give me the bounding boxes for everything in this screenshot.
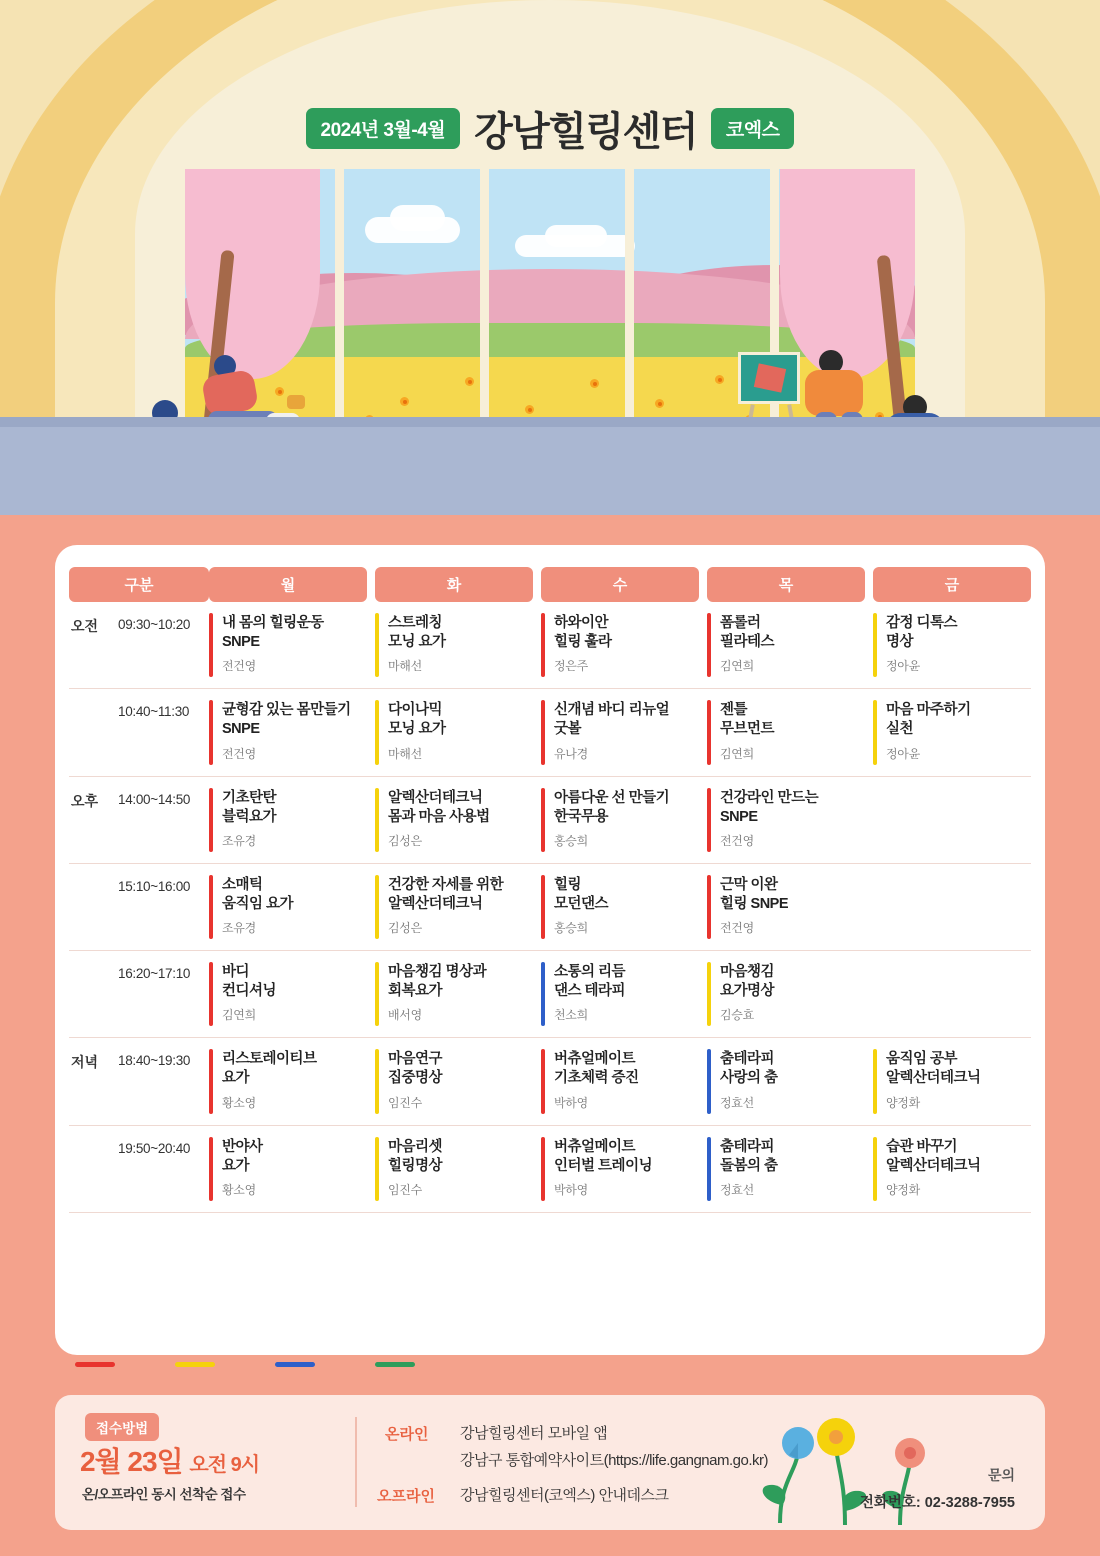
- time-slot: 10:40~11:30: [117, 689, 209, 776]
- cell-spacer: [533, 602, 541, 689]
- registration-date: [80, 1440, 259, 1480]
- cell-spacer: [699, 1125, 707, 1212]
- schedule-header-row: [69, 567, 1031, 602]
- period-label: [69, 1125, 117, 1212]
- class-name: 소매틱 움직임 요가: [222, 876, 294, 912]
- class-instructor: 양정화: [886, 1182, 920, 1197]
- cell-spacer: [367, 951, 375, 1038]
- empty-cell: [873, 863, 1031, 950]
- incense-icon: [287, 395, 305, 409]
- class-name: 건강라인 만드는 SNPE: [720, 789, 819, 825]
- flower-icon: [275, 387, 284, 396]
- class-name: 마음챙김 요가명상: [720, 964, 775, 1000]
- class-instructor: 정아윤: [886, 746, 920, 761]
- class-cell[interactable]: [541, 951, 699, 1038]
- class-cell[interactable]: [707, 689, 865, 776]
- time-slot: 14:00~14:50: [117, 776, 209, 863]
- class-cell[interactable]: [209, 1125, 367, 1212]
- class-cell[interactable]: [873, 1125, 1031, 1212]
- class-cell[interactable]: [209, 689, 367, 776]
- class-cell[interactable]: [541, 689, 699, 776]
- window-mullion: [625, 169, 634, 435]
- time-slot: 15:10~16:00: [117, 863, 209, 950]
- column-header-fri: 금: [873, 567, 1031, 602]
- flower-icon: [655, 399, 664, 408]
- period-label: [69, 863, 117, 950]
- cell-spacer: [865, 602, 873, 689]
- title-row: [0, 100, 1100, 157]
- schedule-row: [69, 1125, 1031, 1212]
- class-cell[interactable]: [375, 1038, 533, 1125]
- class-name: 감정 디톡스 명상: [886, 615, 958, 651]
- class-instructor: 전건영: [222, 746, 256, 761]
- class-name: 기초탄탄 블럭요가: [222, 789, 277, 825]
- phone-number: 전화번호: 02-3288-7955: [859, 1495, 1015, 1511]
- class-name: 다이나믹 모닝 요가: [388, 702, 446, 738]
- column-header-gubun: 구분: [69, 567, 209, 602]
- class-name: 소통의 리듬 댄스 테라피: [554, 964, 626, 1000]
- inquiry-label: 문의: [987, 1467, 1015, 1483]
- registration-date-text: 2월 23일: [80, 1446, 183, 1477]
- class-instructor: 마해선: [388, 659, 422, 674]
- flower-icon: [590, 379, 599, 388]
- period-label: [69, 951, 117, 1038]
- header-spacer: [367, 567, 375, 602]
- class-instructor: 마해선: [388, 746, 422, 761]
- cell-spacer: [533, 689, 541, 776]
- class-name: 춤테라피 돌봄의 춤: [720, 1138, 778, 1174]
- cell-spacer: [699, 951, 707, 1038]
- cell-spacer: [699, 1038, 707, 1125]
- class-instructor: 유나경: [554, 746, 588, 761]
- class-instructor: 조유경: [222, 921, 256, 935]
- class-cell[interactable]: [707, 602, 865, 689]
- offline-desk-text: 강남힐링센터(코엑스) 안내데스크: [460, 1487, 669, 1504]
- class-name: 마음연구 집중명상: [388, 1051, 443, 1087]
- class-name: 버츄얼메이트 기초체력 증진: [554, 1051, 639, 1087]
- offline-label: 오프라인: [377, 1488, 435, 1505]
- class-instructor: 홍승희: [554, 833, 588, 848]
- class-instructor: 김승효: [720, 1008, 754, 1023]
- schedule-body: [69, 602, 1031, 1212]
- location-badge: 코엑스: [711, 108, 795, 149]
- schedule-row: [69, 776, 1031, 863]
- class-instructor: 김연희: [720, 659, 754, 674]
- online-site-text[interactable]: 강남구 통합예약사이트(https://life.gangnam.go.kr): [460, 1452, 768, 1469]
- class-name: 젠틀 무브먼트: [720, 702, 775, 738]
- cell-spacer: [865, 1038, 873, 1125]
- class-instructor: 김성은: [388, 833, 422, 848]
- class-cell[interactable]: [541, 776, 699, 863]
- schedule-row: [69, 602, 1031, 689]
- cell-spacer: [533, 1125, 541, 1212]
- cell-spacer: [699, 863, 707, 950]
- cell-spacer: [367, 689, 375, 776]
- class-instructor: 천소희: [554, 1008, 588, 1023]
- period-label: 오전: [69, 602, 117, 689]
- class-instructor: 박하영: [554, 1182, 588, 1197]
- floor-shadow: [0, 417, 1100, 427]
- easel-canvas: [738, 352, 800, 404]
- cloud-icon: [545, 225, 607, 247]
- class-cell[interactable]: [375, 776, 533, 863]
- time-slot: 09:30~10:20: [117, 602, 209, 689]
- class-cell[interactable]: [209, 776, 367, 863]
- class-name: 반야사 요가: [222, 1138, 263, 1174]
- class-instructor: 정효선: [720, 1182, 754, 1197]
- period-label: 오후: [69, 776, 117, 863]
- cell-spacer: [533, 1038, 541, 1125]
- class-name: 습관 바꾸기 알렉산더테크닉: [886, 1138, 981, 1174]
- time-slot: 19:50~20:40: [117, 1125, 209, 1212]
- cell-spacer: [865, 951, 873, 1038]
- class-cell[interactable]: [707, 776, 865, 863]
- class-instructor: 임진수: [388, 1095, 422, 1110]
- schedule-table: [69, 567, 1031, 1213]
- class-name: 알렉산더테크닉 몸과 마음 사용법: [388, 789, 490, 825]
- cell-spacer: [367, 1038, 375, 1125]
- legend-swatch: [275, 1362, 315, 1367]
- date-badge: 2024년 3월-4월: [306, 108, 461, 149]
- window-mullion: [335, 169, 344, 435]
- cell-spacer: [699, 776, 707, 863]
- class-cell[interactable]: [541, 1038, 699, 1125]
- class-instructor: 황소영: [222, 1182, 256, 1197]
- legend-swatch: [75, 1362, 115, 1367]
- class-cell[interactable]: [209, 1038, 367, 1125]
- flower-icon: [715, 375, 724, 384]
- class-name: 아름다운 선 만들기 한국무용: [554, 789, 670, 825]
- class-instructor: 정아윤: [886, 659, 920, 674]
- class-name: 건강한 자세를 위한 알렉산더테크닉: [388, 876, 504, 912]
- class-cell[interactable]: [375, 602, 533, 689]
- class-instructor: 홍승희: [554, 921, 588, 935]
- class-cell[interactable]: [375, 689, 533, 776]
- page-title: 강남힐링센터: [474, 110, 697, 154]
- class-name: 폼롤러 필라테스: [720, 615, 775, 651]
- class-cell[interactable]: [707, 1125, 865, 1212]
- column-header-thu: 목: [707, 567, 865, 602]
- class-name: 바디 컨디셔닝: [222, 964, 277, 1000]
- class-name: 리스토레이티브 요가: [222, 1051, 317, 1087]
- class-cell[interactable]: [707, 1038, 865, 1125]
- cell-spacer: [865, 776, 873, 863]
- legend-swatch: [375, 1362, 415, 1367]
- period-label: 저녁: [69, 1038, 117, 1125]
- class-cell[interactable]: [541, 1125, 699, 1212]
- class-name: 버츄얼메이트 인터벌 트레이닝: [554, 1138, 653, 1174]
- class-cell[interactable]: [375, 1125, 533, 1212]
- header-spacer: [533, 567, 541, 602]
- class-cell[interactable]: [873, 602, 1031, 689]
- cloud-icon: [390, 205, 445, 231]
- class-name: 스트레칭 모닝 요가: [388, 615, 446, 651]
- class-cell[interactable]: [541, 863, 699, 950]
- column-header-tue: 화: [375, 567, 533, 602]
- footer-divider: [355, 1417, 357, 1507]
- class-instructor: 전건영: [222, 659, 256, 674]
- header-spacer: [699, 567, 707, 602]
- class-cell[interactable]: [209, 863, 367, 950]
- registration-method-badge: 접수방법: [85, 1413, 159, 1441]
- time-slot: 16:20~17:10: [117, 951, 209, 1038]
- class-name: 움직임 공부 알렉산더테크닉: [886, 1051, 981, 1087]
- class-name: 내 몸의 힐링운동 SNPE: [222, 615, 324, 651]
- class-name: 균형감 있는 몸만들기 SNPE: [222, 702, 351, 738]
- flower-icon: [525, 405, 534, 414]
- period-label: [69, 689, 117, 776]
- class-instructor: 조유경: [222, 833, 256, 848]
- class-instructor: 전건영: [720, 921, 754, 935]
- empty-cell: [873, 951, 1031, 1038]
- class-instructor: 배서영: [388, 1008, 422, 1023]
- class-instructor: 김연희: [222, 1008, 256, 1023]
- cell-spacer: [533, 863, 541, 950]
- class-cell[interactable]: [873, 689, 1031, 776]
- class-instructor: 박하영: [554, 1095, 588, 1110]
- class-name: 춤테라피 사랑의 춤: [720, 1051, 778, 1087]
- column-header-wed: 수: [541, 567, 699, 602]
- class-name: 근막 이완 힐링 SNPE: [720, 876, 789, 912]
- registration-footer: [55, 1395, 1045, 1530]
- empty-cell: [873, 776, 1031, 863]
- online-app-text: 강남힐링센터 모바일 앱: [460, 1425, 608, 1442]
- class-name: 힐링 모던댄스: [554, 876, 609, 912]
- class-instructor: 정은주: [554, 659, 588, 674]
- flower-icon: [465, 377, 474, 386]
- cell-spacer: [865, 863, 873, 950]
- cell-spacer: [699, 602, 707, 689]
- class-name: 마음 마주하기 실천: [886, 702, 971, 738]
- class-cell[interactable]: [707, 951, 865, 1038]
- cherry-blossom-left: [185, 169, 320, 379]
- class-instructor: 김성은: [388, 921, 422, 935]
- class-cell[interactable]: [707, 863, 865, 950]
- class-instructor: 양정화: [886, 1095, 920, 1110]
- header-spacer: [865, 567, 873, 602]
- registration-time-text: 오전 9시: [189, 1454, 260, 1476]
- class-name: 신개념 바디 리뉴얼 굿볼: [554, 702, 670, 738]
- cell-spacer: [865, 689, 873, 776]
- window-mullion: [480, 169, 489, 435]
- class-name: 마음챙김 명상과 회복요가: [388, 964, 487, 1000]
- color-legend: [75, 1362, 475, 1372]
- schedule-row: [69, 1038, 1031, 1125]
- class-cell[interactable]: [873, 1038, 1031, 1125]
- class-cell[interactable]: [541, 602, 699, 689]
- column-header-mon: 월: [209, 567, 367, 602]
- cell-spacer: [699, 689, 707, 776]
- hero-illustration: [0, 0, 1100, 515]
- class-instructor: 김연희: [720, 746, 754, 761]
- class-instructor: 황소영: [222, 1095, 256, 1110]
- class-cell[interactable]: [209, 602, 367, 689]
- cell-spacer: [865, 1125, 873, 1212]
- cell-spacer: [367, 863, 375, 950]
- cell-spacer: [367, 776, 375, 863]
- class-name: 하와이안 힐링 훌라: [554, 615, 612, 651]
- legend-swatch: [175, 1362, 215, 1367]
- schedule-row: [69, 951, 1031, 1038]
- class-cell[interactable]: [375, 951, 533, 1038]
- class-cell[interactable]: [209, 951, 367, 1038]
- class-cell[interactable]: [375, 863, 533, 950]
- schedule-card: [55, 545, 1045, 1355]
- class-name: 마음리셋 힐링명상: [388, 1138, 443, 1174]
- registration-subtext: 온/오프라인 동시 선착순 접수: [82, 1487, 246, 1502]
- cell-spacer: [533, 951, 541, 1038]
- schedule-row: [69, 863, 1031, 950]
- class-instructor: 전건영: [720, 833, 754, 848]
- floor: [0, 427, 1100, 515]
- class-instructor: 임진수: [388, 1182, 422, 1197]
- cell-spacer: [533, 776, 541, 863]
- time-slot: 18:40~19:30: [117, 1038, 209, 1125]
- online-label: 온라인: [385, 1426, 429, 1443]
- flower-icon: [400, 397, 409, 406]
- class-instructor: 정효선: [720, 1095, 754, 1110]
- cell-spacer: [367, 602, 375, 689]
- schedule-row: [69, 689, 1031, 776]
- cell-spacer: [367, 1125, 375, 1212]
